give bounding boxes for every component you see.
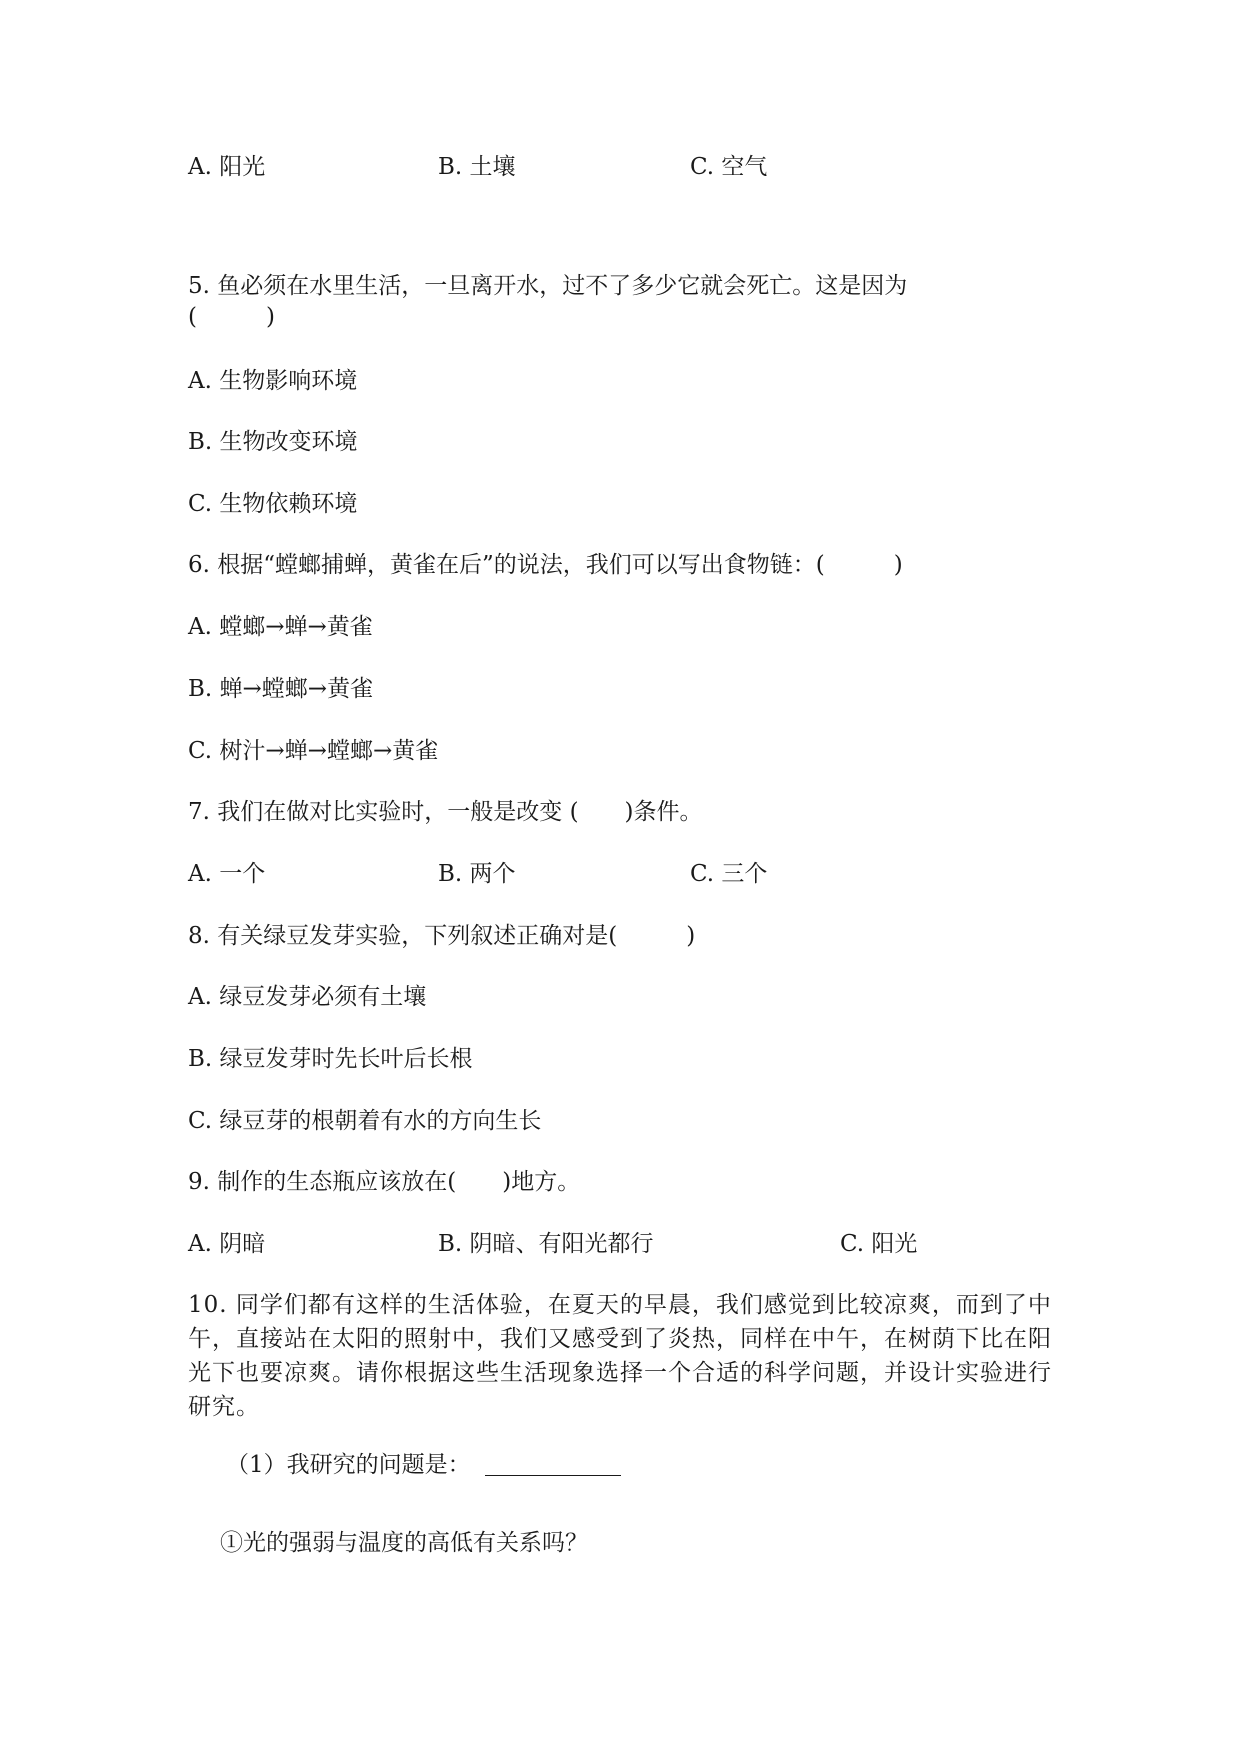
q7-option-c: C. 三个: [690, 861, 768, 887]
q10-sub1-label: （1）我研究的问题是：: [226, 1452, 471, 1478]
q8-stem: 8. 有关绿豆发芽实验，下列叙述正确对是( ): [188, 923, 696, 949]
q10-answer-blank[interactable]: [485, 1451, 621, 1476]
q6-option-b: B. 蝉→螳螂→黄雀: [188, 676, 374, 702]
q5-stem-line1: 5. 鱼必须在水里生活，一旦离开水，过不了多少它就会死亡。这是因为: [188, 273, 908, 299]
q6-stem: 6. 根据“螳螂捕蝉，黄雀在后”的说法，我们可以写出食物链：( ): [188, 552, 903, 578]
q4-option-a: A. 阳光: [188, 154, 266, 180]
q4-option-b: B. 土壤: [438, 154, 516, 180]
q7-option-b: B. 两个: [438, 861, 516, 887]
q8-option-b: B. 绿豆发芽时先长叶后长根: [188, 1046, 473, 1072]
q8-option-a: A. 绿豆发芽必须有土壤: [188, 984, 427, 1010]
q10-answer: ①光的强弱与温度的高低有关系吗？: [220, 1530, 588, 1556]
q5-option-b: B. 生物改变环境: [188, 429, 358, 455]
q6-option-c: C. 树汁→蝉→螳螂→黄雀: [188, 738, 439, 764]
q7-stem: 7. 我们在做对比实验时，一般是改变 ( )条件。: [188, 799, 703, 825]
q10-sub1: [226, 1450, 621, 1480]
q10-stem: 10. 同学们都有这样的生活体验，在夏天的早晨，我们感觉到比较凉爽，而到了中午，直接站在太阳的照射中，我们又感受到了炎热，同样在中午，在树荫下比在阳光下也要凉爽。请你根据这些生活现象选择一个合适的科学问题，并设计实验进行研究。: [188, 1292, 1052, 1420]
q4-option-c: C. 空气: [690, 154, 768, 180]
q9-option-c: C. 阳光: [840, 1231, 918, 1257]
q7-option-a: A. 一个: [188, 861, 266, 887]
q9-option-b: B. 阴暗、有阳光都行: [438, 1231, 654, 1257]
q5-option-a: A. 生物影响环境: [188, 368, 358, 394]
q8-option-c: C. 绿豆芽的根朝着有水的方向生长: [188, 1108, 542, 1134]
q6-option-a: A. 螳螂→蝉→黄雀: [188, 614, 373, 640]
q9-option-a: A. 阴暗: [188, 1231, 266, 1257]
q5-stem-line2: ( ): [188, 304, 275, 330]
q9-stem: 9. 制作的生态瓶应该放在( )地方。: [188, 1169, 581, 1195]
q5-option-c: C. 生物依赖环境: [188, 491, 358, 517]
